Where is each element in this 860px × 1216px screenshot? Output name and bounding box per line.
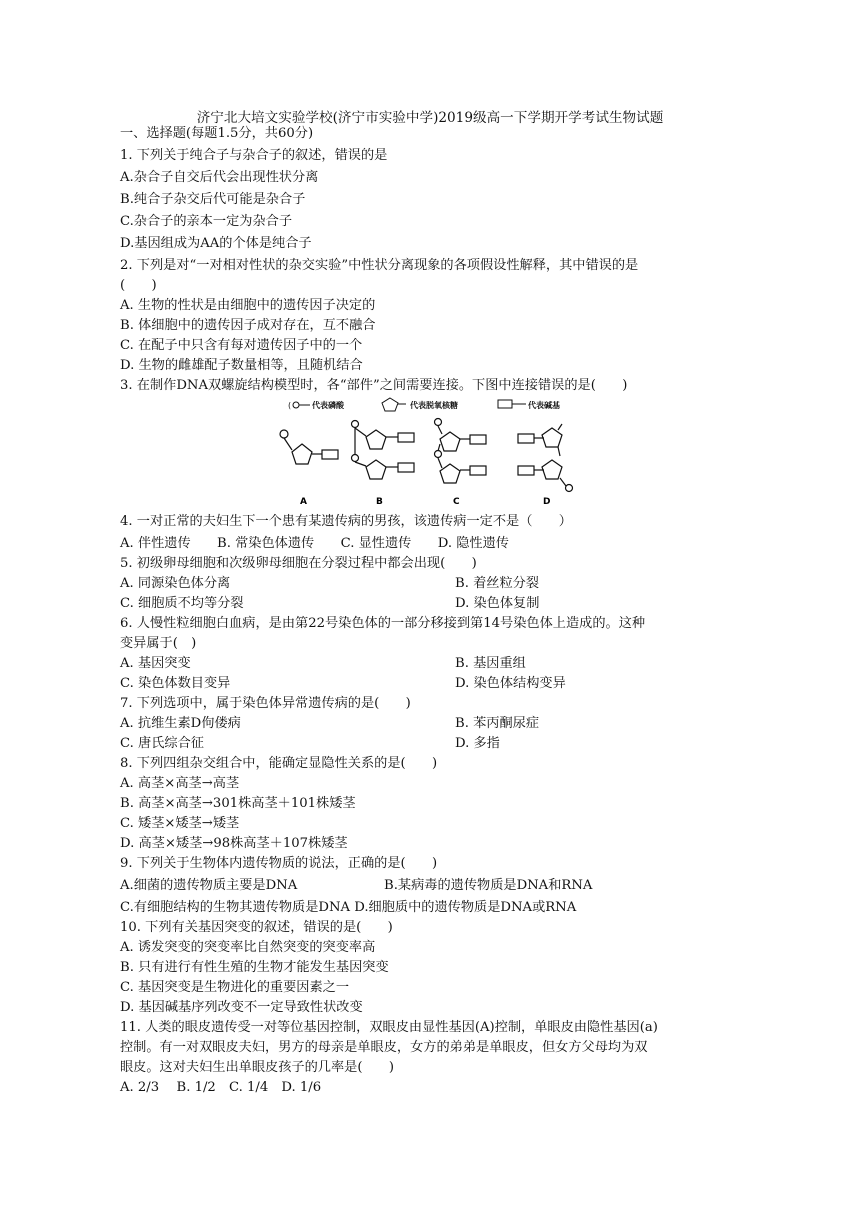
question-7-option-c: C. 唐氏综合征 bbox=[120, 736, 204, 751]
question-2-stem: 2. 下列是对“一对相对性状的杂交实验”中性状分离现象的各项假设性解释，其中错误的是 bbox=[120, 258, 639, 273]
question-6-option-a: A. 基因突变 bbox=[120, 656, 191, 671]
question-11-stem-cont-2: 眼皮。这对夫妇生出单眼皮孩子的几率是( ) bbox=[120, 1060, 395, 1075]
figure-legend bbox=[288, 398, 560, 411]
model-d bbox=[518, 424, 573, 492]
question-10-option-b: B. 只有进行有性生殖的生物才能发生基因突变 bbox=[120, 960, 389, 975]
question-5-option-b: B. 着丝粒分裂 bbox=[455, 576, 540, 591]
question-2-blank: ( ) bbox=[120, 278, 157, 293]
question-8-option-c: C. 矮茎×矮茎→矮茎 bbox=[120, 816, 240, 831]
question-9-option-a: A.细菌的遗传物质主要是DNA bbox=[120, 878, 298, 893]
legend-base: 代表碱基 bbox=[528, 401, 560, 410]
question-11-stem-cont-1: 控制。有一对双眼皮夫妇，男方的母亲是单眼皮，女方的弟弟是单眼皮，但女方父母均为双 bbox=[120, 1040, 648, 1055]
svg-text:(: ( bbox=[288, 401, 292, 410]
model-b bbox=[352, 421, 415, 480]
question-6-option-d: D. 染色体结构变异 bbox=[455, 676, 566, 691]
section-heading: 一、选择题(每题1.5分，共60分) bbox=[120, 126, 314, 141]
question-5-option-c: C. 细胞质不均等分裂 bbox=[120, 596, 244, 611]
question-7-option-b: B. 苯丙酮尿症 bbox=[455, 716, 540, 731]
question-8-option-b: B. 高茎×高茎→301株高茎＋101株矮茎 bbox=[120, 796, 356, 811]
question-7-stem: 7. 下列选项中，属于染色体异常遗传病的是( ) bbox=[120, 696, 411, 711]
question-9-stem: 9. 下列关于生物体内遗传物质的说法，正确的是( ) bbox=[120, 856, 438, 871]
question-2-option-d: D. 生物的雌雄配子数量相等，且随机结合 bbox=[120, 358, 363, 373]
question-11-stem: 11. 人类的眼皮遗传受一对等位基因控制，双眼皮由显性基因(A)控制，单眼皮由隐性基因(a) bbox=[120, 1020, 658, 1035]
question-10-stem: 10. 下列有关基因突变的叙述，错误的是( ) bbox=[120, 920, 393, 935]
question-3-stem: 3. 在制作DNA双螺旋结构模型时，各“部件”之间需要连接。下图中连接错误的是( ) bbox=[120, 378, 628, 393]
question-4-stem: 4. 一对正常的夫妇生下一个患有某遗传病的男孩，该遗传病一定不是（ ） bbox=[120, 514, 572, 529]
question-1-option-a: A.杂合子自交后代会出现性状分离 bbox=[120, 170, 319, 185]
page-title: 济宁北大培文实验学校(济宁市实验中学)2019级高一下学期开学考试生物试题 bbox=[196, 110, 664, 126]
question-6-stem-cont: 变异属于( ) bbox=[120, 636, 197, 651]
question-10-option-d: D. 基因碱基序列改变不一定导致性状改变 bbox=[120, 1000, 363, 1015]
question-11-options: A. 2/3 B. 1/2 C. 1/4 D. 1/6 bbox=[120, 1080, 322, 1095]
question-1-option-c: C.杂合子的亲本一定为杂合子 bbox=[120, 214, 293, 229]
legend-sugar: 代表脱氧核糖 bbox=[410, 401, 458, 410]
question-9-option-b: B.某病毒的遗传物质是DNA和RNA bbox=[384, 878, 593, 893]
question-7-option-d: D. 多指 bbox=[455, 736, 500, 751]
model-c bbox=[435, 419, 487, 484]
question-2-option-c: C. 在配子中只含有每对遗传因子中的一个 bbox=[120, 338, 363, 353]
question-9-options-cd: C.有细胞结构的生物其遗传物质是DNA D.细胞质中的遗传物质是DNA或RNA bbox=[120, 900, 577, 915]
question-10-option-a: A. 诱发突变的突变率比自然突变的突变率高 bbox=[120, 940, 376, 955]
label-c: C bbox=[453, 497, 460, 507]
question-5-option-a: A. 同源染色体分离 bbox=[120, 576, 231, 591]
question-8-stem: 8. 下列四组杂交组合中，能确定显隐性关系的是( ) bbox=[120, 756, 438, 771]
question-2-option-b: B. 体细胞中的遗传因子成对存在，互不融合 bbox=[120, 318, 376, 333]
question-6-option-c: C. 染色体数目变异 bbox=[120, 676, 231, 691]
question-5-stem: 5. 初级卵母细胞和次级卵母细胞在分裂过程中都会出现( ) bbox=[120, 556, 477, 571]
label-a: A bbox=[300, 497, 307, 507]
question-8-option-d: D. 高茎×矮茎→98株高茎＋107株矮茎 bbox=[120, 836, 348, 851]
dna-model-figure bbox=[270, 396, 590, 508]
model-a bbox=[280, 430, 338, 464]
question-7-option-a: A. 抗维生素D佝偻病 bbox=[120, 716, 241, 731]
label-d: D bbox=[543, 497, 551, 507]
question-1-option-b: B.纯合子杂交后代可能是杂合子 bbox=[120, 192, 306, 207]
label-b: B bbox=[376, 497, 383, 507]
question-2-option-a: A. 生物的性状是由细胞中的遗传因子决定的 bbox=[120, 298, 376, 313]
question-6-option-b: B. 基因重组 bbox=[455, 656, 526, 671]
legend-phosphate: 代表磷酸 bbox=[312, 401, 344, 410]
question-4-options: A. 伴性遗传 B. 常染色体遗传 C. 显性遗传 D. 隐性遗传 bbox=[120, 536, 509, 551]
question-1-stem: 1. 下列关于纯合子与杂合子的叙述，错误的是 bbox=[120, 148, 388, 163]
question-8-option-a: A. 高茎×高茎→高茎 bbox=[120, 776, 240, 791]
question-1-option-d: D.基因组成为AA的个体是纯合子 bbox=[120, 236, 312, 251]
question-5-option-d: D. 染色体复制 bbox=[455, 596, 540, 611]
question-6-stem: 6. 人慢性粒细胞白血病，是由第22号染色体的一部分移接到第14号染色体上造成的。这种 bbox=[120, 616, 646, 631]
question-10-option-c: C. 基因突变是生物进化的重要因素之一 bbox=[120, 980, 350, 995]
